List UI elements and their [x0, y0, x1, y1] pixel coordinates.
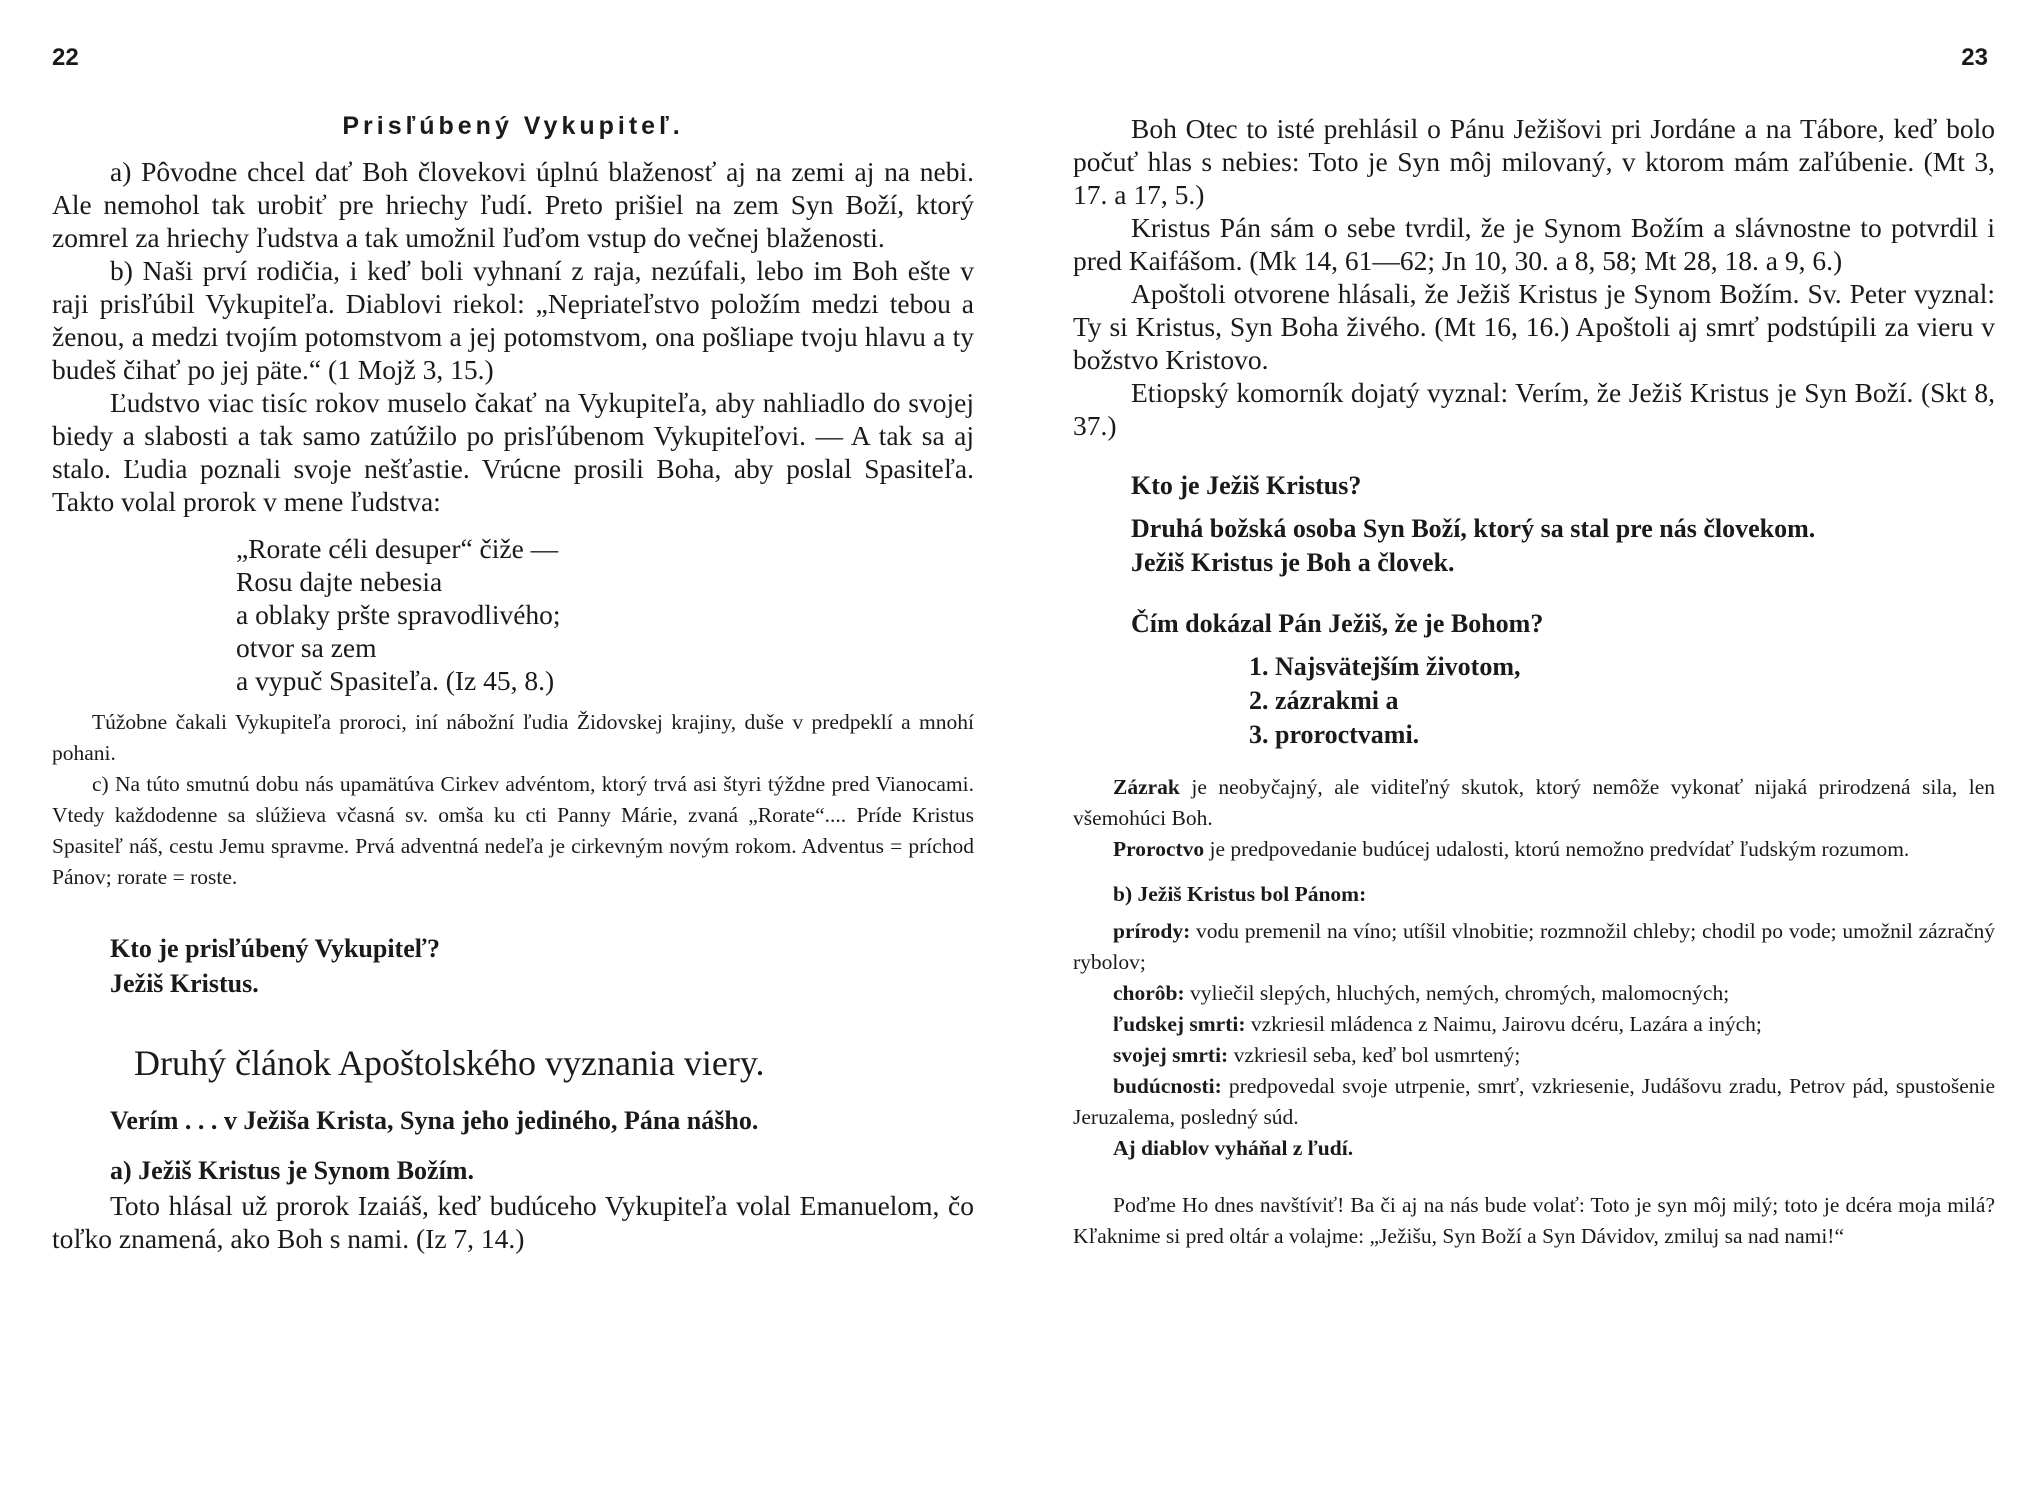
term-zazrak: Zázrak [1113, 775, 1180, 799]
poem-line: „Rorate céli desuper“ čiže — [236, 533, 559, 564]
list-item: 2. zázrakmi a [1249, 686, 1399, 715]
paragraph-b: b) Naši prví rodičia, i keď boli vyhnaní z raja, nezúfali, lebo im Boh ešte v raji prisľúbil Vykupiteľa. Diablovi riekol: „Nepriateľstvo položím medzi tebou a ženou, a medzi tvojím potomstvom a jej potomstvom, ona pošliape tvoju hlavu a ty budeš čihať po jej päte.“ (1 Mojž 3, 15.) [52, 255, 974, 385]
term-proroctvo: Proroctvo [1113, 837, 1205, 861]
item-svojej-smrti [1073, 1040, 1995, 1071]
item-diablov: Aj diablov vyháňal z ľudí. [1113, 1136, 1354, 1160]
definition-zazrak [1073, 772, 1995, 834]
term-ludskej-smrti: ľudskej smrti: [1113, 1012, 1246, 1036]
poem-line: a oblaky pršte spravodlivého; [236, 599, 561, 630]
list-item: 1. Najsvätejším životom, [1249, 652, 1521, 681]
item-text: predpovedal svoje utrpenie, smrť, vzkriesenie, Judášovu zradu, Petrov pád, spustošenie Jeruzalema, posledný súd. [1073, 1074, 1996, 1129]
section-a-text: Toto hlásal už prorok Izaiáš, keď budúceho Vykupiteľa volal Emanuelom, čo toľko znamená, ako Boh s nami. (Iz 7, 14.) [52, 1190, 974, 1254]
term-chorob: chorôb: [1113, 981, 1185, 1005]
definition-text: je predpovedanie budúcej udalosti, ktorú nemožno predvídať ľudským rozumom. [1209, 837, 1910, 861]
paragraph-3: Apoštoli otvorene hlásali, že Ježiš Kristus je Synom Božím. Sv. Peter vyznal: Ty si Kristus, Syn Boha živého. (Mt 16, 16.) Apoštoli aj smrť podstúpili za vieru v božstvo Kristovo. [1073, 278, 1995, 375]
item-prirody [1073, 916, 1995, 978]
page-number-left: 22 [52, 44, 79, 71]
left-column [52, 112, 974, 1255]
small-paragraph-1: Túžobne čakali Vykupiteľa proroci, iní nábožní ľudia Židovskej krajiny, duše v predpeklí a mnohí pohani. [52, 710, 974, 765]
paragraph-2: Kristus Pán sám o sebe tvrdil, že je Synom Božím a slávnostne to potvrdil i pred Kaifášom. (Mk 14, 61—62; Jn 10, 30. a 8, 58; Mt 28, 18. a 9, 6.) [1073, 212, 1995, 276]
term-prirody: prírody: [1113, 919, 1191, 943]
small-paragraph-2: c) Na túto smutnú dobu nás upamätúva Cirkev advéntom, ktorý trvá asi štyri týždne pred Vianocami. Vtedy každodenne sa slúžieva včasná sv. omša ku cti Panny Márie, zvaná „Rorate“.... Príde Kristus Spasiteľ náš, cestu Jemu spravme. Prvá adventná nedeľa je cirkevným novým rokom. Adventus = príchod Pánov; rorate = roste. [52, 772, 974, 889]
item-text: vzkriesil mládenca z Naimu, Jairovu dcéru, Lazára a iných; [1250, 1012, 1762, 1036]
item-buducnosti [1073, 1071, 1995, 1133]
answer: Ježiš Kristus. [110, 969, 259, 998]
section-heading: Prisľúbený Vykupiteľ. [342, 112, 684, 140]
paragraph-4: Etiopský komorník dojatý vyznal: Verím, že Ježiš Kristus je Syn Boží. (Skt 8, 37.) [1073, 377, 1995, 441]
paragraph-c: Ľudstvo viac tisíc rokov muselo čakať na Vykupiteľa, aby nahliadlo do svojej biedy a slabosti a tak samo zatúžilo po prisľúbenom Vykupiteľovi. — A tak sa aj stalo. Ľudia poznali svoje nešťastie. Vrúcne prosili Boha, aby poslal Spasiteľa. Takto volal prorok v mene ľudstva: [52, 387, 974, 517]
item-text: vodu premenil na víno; utíšil vlnobitie; rozmnožil chleby; chodil po vode; umožnil zázračný rybolov; [1073, 919, 1995, 974]
answer-1-line-2: Ježiš Kristus je Boh a človek. [1131, 548, 1455, 577]
item-chorob [1073, 978, 1995, 1009]
right-column [1073, 112, 1995, 1252]
paragraph-a: a) Pôvodne chcel dať Boh človekovi úplnú blaženosť aj na zemi aj na nebi. Ale nemohol tak urobiť pre hriechy ľudí. Preto prišiel na zem Syn Boží, ktorý zomrel za hriechy ľudstva a tak umožnil ľuďom vstup do večnej blaženosti. [52, 156, 974, 253]
item-text: vyliečil slepých, hluchých, nemých, chromých, malomocných; [1190, 981, 1730, 1005]
list-item: 3. proroctvami. [1249, 720, 1420, 749]
right-page [1009, 0, 2018, 1500]
question: Kto je prisľúbený Vykupiteľ? [110, 934, 440, 963]
poem-line: otvor sa zem [236, 632, 377, 663]
definition-proroctvo [1073, 834, 1995, 865]
creed-line: Verím . . . v Ježiša Krista, Syna jeho jediného, Pána nášho. [110, 1106, 759, 1135]
poem-line: Rosu dajte nebesia [236, 566, 443, 597]
poem [236, 532, 974, 697]
section-a-title: a) Ježiš Kristus je Synom Božím. [110, 1156, 474, 1185]
item-ludskej-smrti [1073, 1009, 1995, 1040]
poem-line: a vypuč Spasiteľa. (Iz 45, 8.) [236, 665, 555, 696]
paragraph-1: Boh Otec to isté prehlásil o Pánu Ježišovi pri Jordáne a na Tábore, keď bolo počuť hlas s nebies: Toto je Syn môj milovaný, v ktorom mám zaľúbenie. (Mt 3, 17. a 17, 5.) [1073, 113, 1995, 210]
definition-text: je neobyčajný, ale viditeľný skutok, ktorý nemôže vykonať nijaká prirodzená sila, len všemohúci Boh. [1073, 775, 1996, 830]
term-buducnosti: budúcnosti: [1113, 1074, 1222, 1098]
section-b-title: b) Ježiš Kristus bol Pánom: [1113, 882, 1367, 906]
term-svojej-smrti: svojej smrti: [1113, 1043, 1229, 1067]
answer-1-line-1: Druhá božská osoba Syn Boží, ktorý sa stal pre nás človekom. [1131, 514, 1816, 543]
item-text: vzkriesil seba, keď bol usmrtený; [1233, 1043, 1521, 1067]
page-number-right: 23 [1961, 44, 1988, 71]
proof-list [1249, 650, 1995, 752]
article-title: Druhý článok Apoštolského vyznania viery. [134, 1043, 765, 1083]
question-2: Čím dokázal Pán Ježiš, že je Bohom? [1131, 609, 1544, 638]
closing-paragraph: Poďme Ho dnes navštíviť! Ba či aj na nás bude volať: Toto je syn môj milý; toto je dcéra moja milá? Kľaknime si pred oltár a volajme: „Ježišu, Syn Boží a Syn Dávidov, zmiluj sa nad nami!“ [1073, 1193, 1995, 1248]
question-1: Kto je Ježiš Kristus? [1131, 471, 1362, 500]
